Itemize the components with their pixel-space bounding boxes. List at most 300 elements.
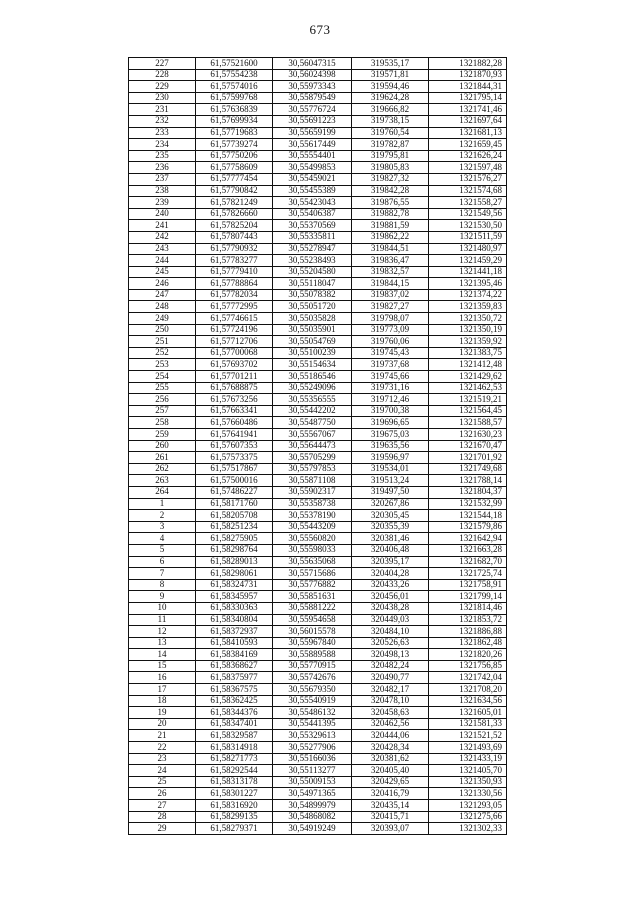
point-number-cell: 233 (129, 127, 196, 139)
y-coordinate-cell: 1321588,57 (429, 417, 507, 429)
latitude-cell: 61,58271773 (196, 753, 273, 765)
y-coordinate-cell: 1321853,72 (429, 614, 507, 626)
longitude-cell: 30,55035828 (273, 313, 352, 325)
longitude-cell: 30,55118047 (273, 278, 352, 290)
x-coordinate-cell: 320478,10 (352, 695, 429, 707)
point-number-cell: 3 (129, 521, 196, 533)
table-row (129, 660, 507, 672)
table-row (129, 58, 507, 70)
y-coordinate-cell: 1321804,37 (429, 486, 507, 498)
latitude-cell: 61,57486227 (196, 486, 273, 498)
y-coordinate-cell: 1321682,70 (429, 556, 507, 568)
table-row (129, 452, 507, 464)
latitude-cell: 61,58171760 (196, 498, 273, 510)
point-number-cell: 247 (129, 289, 196, 301)
y-coordinate-cell: 1321532,99 (429, 498, 507, 510)
y-coordinate-cell: 1321359,92 (429, 336, 507, 348)
table-row (129, 81, 507, 93)
y-coordinate-cell: 1321519,21 (429, 394, 507, 406)
y-coordinate-cell: 1321441,18 (429, 266, 507, 278)
table-row (129, 672, 507, 684)
latitude-cell: 61,57574016 (196, 81, 273, 93)
table-row (129, 521, 507, 533)
y-coordinate-cell: 1321708,20 (429, 684, 507, 696)
point-number-cell: 230 (129, 92, 196, 104)
table-row (129, 440, 507, 452)
y-coordinate-cell: 1321521,52 (429, 730, 507, 742)
y-coordinate-cell: 1321670,47 (429, 440, 507, 452)
y-coordinate-cell: 1321564,45 (429, 405, 507, 417)
x-coordinate-cell: 320498,13 (352, 649, 429, 661)
y-coordinate-cell: 1321663,28 (429, 544, 507, 556)
latitude-cell: 61,58301227 (196, 788, 273, 800)
point-number-cell: 26 (129, 788, 196, 800)
latitude-cell: 61,58347401 (196, 718, 273, 730)
x-coordinate-cell: 319745,66 (352, 371, 429, 383)
x-coordinate-cell: 320462,56 (352, 718, 429, 730)
y-coordinate-cell: 1321412,48 (429, 359, 507, 371)
latitude-cell: 61,58292544 (196, 765, 273, 777)
point-number-cell: 17 (129, 684, 196, 696)
latitude-cell: 61,57517867 (196, 463, 273, 475)
table-row (129, 313, 507, 325)
longitude-cell: 30,55889588 (273, 649, 352, 661)
y-coordinate-cell: 1321741,46 (429, 104, 507, 116)
latitude-cell: 61,57788864 (196, 278, 273, 290)
y-coordinate-cell: 1321359,83 (429, 301, 507, 313)
table-row (129, 139, 507, 151)
longitude-cell: 30,55954658 (273, 614, 352, 626)
y-coordinate-cell: 1321350,19 (429, 324, 507, 336)
table-row (129, 429, 507, 441)
table-row (129, 243, 507, 255)
table-row (129, 359, 507, 371)
longitude-cell: 30,55035901 (273, 324, 352, 336)
latitude-cell: 61,57825204 (196, 220, 273, 232)
point-number-cell: 236 (129, 162, 196, 174)
x-coordinate-cell: 320395,17 (352, 556, 429, 568)
table-row (129, 788, 507, 800)
latitude-cell: 61,58362425 (196, 695, 273, 707)
point-number-cell: 21 (129, 730, 196, 742)
latitude-cell: 61,58298061 (196, 568, 273, 580)
table-row (129, 800, 507, 812)
y-coordinate-cell: 1321725,74 (429, 568, 507, 580)
table-row (129, 823, 507, 835)
latitude-cell: 61,57554238 (196, 69, 273, 81)
y-coordinate-cell: 1321659,45 (429, 139, 507, 151)
y-coordinate-cell: 1321742,04 (429, 672, 507, 684)
longitude-cell: 30,55277906 (273, 742, 352, 754)
y-coordinate-cell: 1321605,01 (429, 707, 507, 719)
longitude-cell: 30,55278947 (273, 243, 352, 255)
point-number-cell: 24 (129, 765, 196, 777)
coordinates-table (128, 57, 507, 835)
point-number-cell: 5 (129, 544, 196, 556)
table-row (129, 150, 507, 162)
y-coordinate-cell: 1321462,53 (429, 382, 507, 394)
latitude-cell: 61,58368627 (196, 660, 273, 672)
point-number-cell: 262 (129, 463, 196, 475)
table-row (129, 104, 507, 116)
point-number-cell: 255 (129, 382, 196, 394)
y-coordinate-cell: 1321701,92 (429, 452, 507, 464)
y-coordinate-cell: 1321576,27 (429, 173, 507, 185)
x-coordinate-cell: 319832,57 (352, 266, 429, 278)
y-coordinate-cell: 1321459,29 (429, 255, 507, 267)
latitude-cell: 61,58316920 (196, 800, 273, 812)
latitude-cell: 61,58299135 (196, 811, 273, 823)
y-coordinate-cell: 1321788,14 (429, 475, 507, 487)
longitude-cell: 30,55100239 (273, 347, 352, 359)
x-coordinate-cell: 319773,09 (352, 324, 429, 336)
longitude-cell: 30,55659199 (273, 127, 352, 139)
longitude-cell: 30,55902317 (273, 486, 352, 498)
x-coordinate-cell: 320482,24 (352, 660, 429, 672)
latitude-cell: 61,57790932 (196, 243, 273, 255)
x-coordinate-cell: 320433,26 (352, 579, 429, 591)
latitude-cell: 61,57779410 (196, 266, 273, 278)
latitude-cell: 61,57783277 (196, 255, 273, 267)
point-number-cell: 242 (129, 231, 196, 243)
x-coordinate-cell: 320438,28 (352, 602, 429, 614)
longitude-cell: 30,55441395 (273, 718, 352, 730)
x-coordinate-cell: 319635,56 (352, 440, 429, 452)
longitude-cell: 30,55598033 (273, 544, 352, 556)
table-row (129, 208, 507, 220)
table-row (129, 231, 507, 243)
point-number-cell: 257 (129, 405, 196, 417)
point-number-cell: 1 (129, 498, 196, 510)
longitude-cell: 30,55691223 (273, 115, 352, 127)
x-coordinate-cell: 320435,14 (352, 800, 429, 812)
y-coordinate-cell: 1321530,50 (429, 220, 507, 232)
latitude-cell: 61,57641941 (196, 429, 273, 441)
y-coordinate-cell: 1321597,48 (429, 162, 507, 174)
longitude-cell: 30,55238493 (273, 255, 352, 267)
point-number-cell: 234 (129, 139, 196, 151)
latitude-cell: 61,58375977 (196, 672, 273, 684)
y-coordinate-cell: 1321756,85 (429, 660, 507, 672)
point-number-cell: 14 (129, 649, 196, 661)
latitude-cell: 61,57663341 (196, 405, 273, 417)
table-row (129, 614, 507, 626)
latitude-cell: 61,58275905 (196, 533, 273, 545)
point-number-cell: 241 (129, 220, 196, 232)
table-row (129, 382, 507, 394)
point-number-cell: 19 (129, 707, 196, 719)
table-row (129, 707, 507, 719)
y-coordinate-cell: 1321844,31 (429, 81, 507, 93)
longitude-cell: 30,54971365 (273, 788, 352, 800)
x-coordinate-cell: 319712,46 (352, 394, 429, 406)
longitude-cell: 30,55797853 (273, 463, 352, 475)
x-coordinate-cell: 320404,28 (352, 568, 429, 580)
longitude-cell: 30,55554401 (273, 150, 352, 162)
x-coordinate-cell: 319827,27 (352, 301, 429, 313)
point-number-cell: 229 (129, 81, 196, 93)
longitude-cell: 30,55249096 (273, 382, 352, 394)
point-number-cell: 16 (129, 672, 196, 684)
latitude-cell: 61,58384169 (196, 649, 273, 661)
point-number-cell: 8 (129, 579, 196, 591)
longitude-cell: 30,55560820 (273, 533, 352, 545)
point-number-cell: 251 (129, 336, 196, 348)
y-coordinate-cell: 1321302,33 (429, 823, 507, 835)
x-coordinate-cell: 320405,40 (352, 765, 429, 777)
latitude-cell: 61,57790842 (196, 185, 273, 197)
longitude-cell: 30,55871108 (273, 475, 352, 487)
point-number-cell: 252 (129, 347, 196, 359)
x-coordinate-cell: 320416,79 (352, 788, 429, 800)
point-number-cell: 28 (129, 811, 196, 823)
point-number-cell: 228 (129, 69, 196, 81)
point-number-cell: 11 (129, 614, 196, 626)
y-coordinate-cell: 1321681,13 (429, 127, 507, 139)
x-coordinate-cell: 319844,51 (352, 243, 429, 255)
point-number-cell: 245 (129, 266, 196, 278)
longitude-cell: 30,55881222 (273, 602, 352, 614)
latitude-cell: 61,58345957 (196, 591, 273, 603)
point-number-cell: 256 (129, 394, 196, 406)
point-number-cell: 18 (129, 695, 196, 707)
table-row (129, 765, 507, 777)
table-row (129, 649, 507, 661)
x-coordinate-cell: 319882,78 (352, 208, 429, 220)
y-coordinate-cell: 1321574,68 (429, 185, 507, 197)
latitude-cell: 61,57821249 (196, 197, 273, 209)
latitude-cell: 61,57712706 (196, 336, 273, 348)
x-coordinate-cell: 320444,06 (352, 730, 429, 742)
longitude-cell: 30,55051720 (273, 301, 352, 313)
latitude-cell: 61,57521600 (196, 58, 273, 70)
longitude-cell: 30,55154634 (273, 359, 352, 371)
page-number: 673 (309, 22, 331, 37)
x-coordinate-cell: 319624,28 (352, 92, 429, 104)
y-coordinate-cell: 1321814,46 (429, 602, 507, 614)
y-coordinate-cell: 1321799,14 (429, 591, 507, 603)
point-number-cell: 7 (129, 568, 196, 580)
table-row (129, 405, 507, 417)
point-number-cell: 23 (129, 753, 196, 765)
y-coordinate-cell: 1321480,97 (429, 243, 507, 255)
x-coordinate-cell: 319805,83 (352, 162, 429, 174)
table-row (129, 776, 507, 788)
table-row (129, 637, 507, 649)
latitude-cell: 61,58279371 (196, 823, 273, 835)
longitude-cell: 30,55186546 (273, 371, 352, 383)
latitude-cell: 61,57807443 (196, 231, 273, 243)
y-coordinate-cell: 1321642,94 (429, 533, 507, 545)
y-coordinate-cell: 1321634,56 (429, 695, 507, 707)
x-coordinate-cell: 319700,38 (352, 405, 429, 417)
latitude-cell: 61,58324731 (196, 579, 273, 591)
latitude-cell: 61,57693702 (196, 359, 273, 371)
x-coordinate-cell: 320526,63 (352, 637, 429, 649)
y-coordinate-cell: 1321581,33 (429, 718, 507, 730)
point-number-cell: 2 (129, 510, 196, 522)
table-row (129, 127, 507, 139)
table-row (129, 510, 507, 522)
point-number-cell: 237 (129, 173, 196, 185)
table-row (129, 463, 507, 475)
table-row (129, 568, 507, 580)
latitude-cell: 61,58289013 (196, 556, 273, 568)
x-coordinate-cell: 320456,01 (352, 591, 429, 603)
point-number-cell: 249 (129, 313, 196, 325)
table-row (129, 486, 507, 498)
longitude-cell: 30,55113277 (273, 765, 352, 777)
longitude-cell: 30,55378190 (273, 510, 352, 522)
x-coordinate-cell: 320429,65 (352, 776, 429, 788)
table-row (129, 811, 507, 823)
table-row (129, 115, 507, 127)
longitude-cell: 30,55715686 (273, 568, 352, 580)
longitude-cell: 30,55540919 (273, 695, 352, 707)
latitude-cell: 61,57701211 (196, 371, 273, 383)
point-number-cell: 20 (129, 718, 196, 730)
latitude-cell: 61,57777454 (196, 173, 273, 185)
longitude-cell: 30,55204580 (273, 266, 352, 278)
latitude-cell: 61,58344376 (196, 707, 273, 719)
x-coordinate-cell: 319795,81 (352, 150, 429, 162)
longitude-cell: 30,55635068 (273, 556, 352, 568)
x-coordinate-cell: 320381,46 (352, 533, 429, 545)
table-row (129, 394, 507, 406)
point-number-cell: 261 (129, 452, 196, 464)
x-coordinate-cell: 319760,06 (352, 336, 429, 348)
longitude-cell: 30,55644473 (273, 440, 352, 452)
longitude-cell: 30,55879549 (273, 92, 352, 104)
table-row (129, 579, 507, 591)
y-coordinate-cell: 1321697,64 (429, 115, 507, 127)
longitude-cell: 30,55567067 (273, 429, 352, 441)
x-coordinate-cell: 319594,46 (352, 81, 429, 93)
point-number-cell: 13 (129, 637, 196, 649)
x-coordinate-cell: 320458,63 (352, 707, 429, 719)
longitude-cell: 30,55776724 (273, 104, 352, 116)
point-number-cell: 238 (129, 185, 196, 197)
longitude-cell: 30,55459021 (273, 173, 352, 185)
latitude-cell: 61,57699934 (196, 115, 273, 127)
y-coordinate-cell: 1321429,62 (429, 371, 507, 383)
point-number-cell: 25 (129, 776, 196, 788)
y-coordinate-cell: 1321350,72 (429, 313, 507, 325)
point-number-cell: 263 (129, 475, 196, 487)
table-row (129, 92, 507, 104)
x-coordinate-cell: 319535,17 (352, 58, 429, 70)
longitude-cell: 30,55054769 (273, 336, 352, 348)
table-row (129, 602, 507, 614)
longitude-cell: 30,55679350 (273, 684, 352, 696)
longitude-cell: 30,55851631 (273, 591, 352, 603)
longitude-cell: 30,55499853 (273, 162, 352, 174)
y-coordinate-cell: 1321630,23 (429, 429, 507, 441)
point-number-cell: 259 (129, 429, 196, 441)
table-row (129, 730, 507, 742)
table-row (129, 324, 507, 336)
latitude-cell: 61,57719683 (196, 127, 273, 139)
table-row (129, 197, 507, 209)
x-coordinate-cell: 319738,15 (352, 115, 429, 127)
point-number-cell: 246 (129, 278, 196, 290)
y-coordinate-cell: 1321558,27 (429, 197, 507, 209)
point-number-cell: 260 (129, 440, 196, 452)
table-row (129, 684, 507, 696)
table-row (129, 173, 507, 185)
longitude-cell: 30,55742676 (273, 672, 352, 684)
y-coordinate-cell: 1321395,46 (429, 278, 507, 290)
point-number-cell: 248 (129, 301, 196, 313)
latitude-cell: 61,58410593 (196, 637, 273, 649)
latitude-cell: 61,58372937 (196, 626, 273, 638)
x-coordinate-cell: 319596,97 (352, 452, 429, 464)
longitude-cell: 30,56015578 (273, 626, 352, 638)
y-coordinate-cell: 1321350,93 (429, 776, 507, 788)
table-row (129, 266, 507, 278)
x-coordinate-cell: 319836,47 (352, 255, 429, 267)
x-coordinate-cell: 319571,81 (352, 69, 429, 81)
y-coordinate-cell: 1321293,05 (429, 800, 507, 812)
table-row (129, 533, 507, 545)
latitude-cell: 61,57772995 (196, 301, 273, 313)
x-coordinate-cell: 319745,43 (352, 347, 429, 359)
point-number-cell: 258 (129, 417, 196, 429)
latitude-cell: 61,57673256 (196, 394, 273, 406)
point-number-cell: 240 (129, 208, 196, 220)
y-coordinate-cell: 1321579,86 (429, 521, 507, 533)
y-coordinate-cell: 1321749,68 (429, 463, 507, 475)
latitude-cell: 61,58330363 (196, 602, 273, 614)
point-number-cell: 231 (129, 104, 196, 116)
latitude-cell: 61,57688875 (196, 382, 273, 394)
longitude-cell: 30,55487750 (273, 417, 352, 429)
y-coordinate-cell: 1321870,93 (429, 69, 507, 81)
latitude-cell: 61,57750206 (196, 150, 273, 162)
point-number-cell: 232 (129, 115, 196, 127)
x-coordinate-cell: 319782,87 (352, 139, 429, 151)
longitude-cell: 30,55442202 (273, 405, 352, 417)
longitude-cell: 30,54919249 (273, 823, 352, 835)
longitude-cell: 30,56047315 (273, 58, 352, 70)
x-coordinate-cell: 320267,86 (352, 498, 429, 510)
latitude-cell: 61,58367575 (196, 684, 273, 696)
longitude-cell: 30,55358738 (273, 498, 352, 510)
x-coordinate-cell: 320355,39 (352, 521, 429, 533)
table-row (129, 371, 507, 383)
x-coordinate-cell: 319731,16 (352, 382, 429, 394)
point-number-cell: 22 (129, 742, 196, 754)
longitude-cell: 30,55423043 (273, 197, 352, 209)
x-coordinate-cell: 319513,24 (352, 475, 429, 487)
point-number-cell: 250 (129, 324, 196, 336)
x-coordinate-cell: 319798,07 (352, 313, 429, 325)
table-row (129, 289, 507, 301)
point-number-cell: 4 (129, 533, 196, 545)
y-coordinate-cell: 1321405,70 (429, 765, 507, 777)
latitude-cell: 61,57746615 (196, 313, 273, 325)
table-row (129, 498, 507, 510)
x-coordinate-cell: 319737,68 (352, 359, 429, 371)
point-number-cell: 244 (129, 255, 196, 267)
latitude-cell: 61,58329587 (196, 730, 273, 742)
x-coordinate-cell: 320415,71 (352, 811, 429, 823)
y-coordinate-cell: 1321820,26 (429, 649, 507, 661)
point-number-cell: 10 (129, 602, 196, 614)
y-coordinate-cell: 1321549,56 (429, 208, 507, 220)
y-coordinate-cell: 1321511,59 (429, 231, 507, 243)
longitude-cell: 30,55329613 (273, 730, 352, 742)
